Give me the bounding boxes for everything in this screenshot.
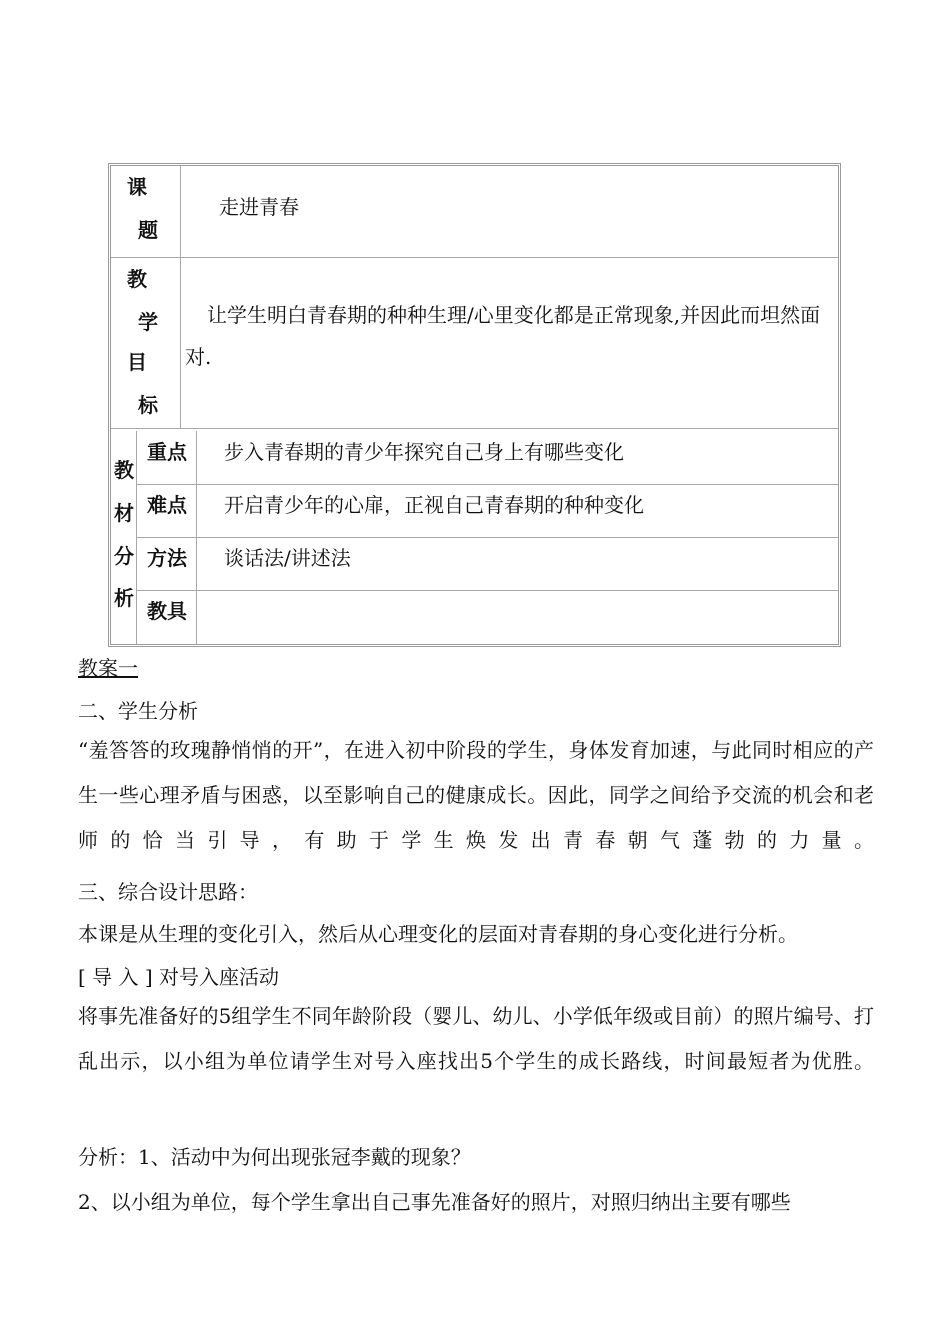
column-divider bbox=[180, 166, 184, 428]
method-value: 谈话法/讲述法 bbox=[224, 546, 351, 570]
key-point-label: 重点 bbox=[147, 440, 187, 464]
goal-label-char: 教 bbox=[127, 267, 147, 291]
key-point-value: 步入青春期的青少年探究自己身上有哪些变化 bbox=[224, 440, 624, 464]
row-divider bbox=[136, 590, 838, 594]
topic-label-char: 题 bbox=[138, 218, 158, 242]
row-divider bbox=[111, 257, 838, 261]
goal-label-char: 目 bbox=[127, 350, 147, 374]
topic-label-char: 课 bbox=[127, 175, 147, 199]
analysis-question-2: 2、以小组为单位，每个学生拿出自己事先准备好的照片，对照归纳出主要有哪些 bbox=[78, 1190, 791, 1214]
row-divider bbox=[136, 537, 838, 541]
difficulty-value: 开启青少年的心扉，正视自己青春期的种种变化 bbox=[224, 493, 644, 517]
lead-in-heading: [ 导 入 ] 对号入座活动 bbox=[78, 965, 280, 989]
goal-label-char: 标 bbox=[138, 393, 158, 417]
section-heading-student-analysis: 二、学生分析 bbox=[78, 699, 198, 723]
method-label: 方法 bbox=[147, 546, 187, 570]
design-paragraph: 本课是从生理的变化引入，然后从心理变化的层面对青春期的身心变化进行分析。 bbox=[78, 922, 798, 946]
analysis-label-char: 材 bbox=[114, 501, 134, 525]
activity-paragraph: 将事先准备好的5组学生不同年龄阶段（婴儿、幼儿、小学低年级或目前）的照片编号、打乱出示，以小组为单位请学生对号入座找出5个学生的成长路线，时间最短者为优胜。 bbox=[78, 1004, 874, 1073]
analysis-label-char: 教 bbox=[114, 458, 134, 482]
student-analysis-paragraph: “羞答答的玫瑰静悄悄的开”，在进入初中阶段的学生，身体发育加速，与此同时相应的产生一些心理矛盾与困惑，以至影响自己的健康成长。因此，同学之间给予交流的机会和老师的恰当引导，有助于学生焕发出青春朝气蓬勃的力量。 bbox=[78, 738, 874, 852]
analysis-label-char: 析 bbox=[114, 586, 134, 610]
lesson-info-table bbox=[108, 163, 841, 647]
analysis-question-1: 分析：1、活动中为何出现张冠李戴的现象？ bbox=[78, 1145, 471, 1169]
section-heading-design: 三、综合设计思路： bbox=[78, 880, 258, 904]
analysis-label-char: 分 bbox=[114, 544, 134, 568]
teaching-aids-label: 教具 bbox=[147, 599, 187, 623]
goal-value: 让学生明白青春期的种种生理/心里变化都是正常现象,并因此而坦然面对. bbox=[185, 303, 821, 369]
row-divider bbox=[136, 484, 838, 488]
topic-value: 走进青春 bbox=[219, 195, 299, 219]
difficulty-label: 难点 bbox=[147, 493, 187, 517]
goal-label-char: 学 bbox=[138, 310, 158, 334]
row-divider bbox=[111, 428, 838, 432]
case-title: 教案一 bbox=[78, 656, 138, 680]
